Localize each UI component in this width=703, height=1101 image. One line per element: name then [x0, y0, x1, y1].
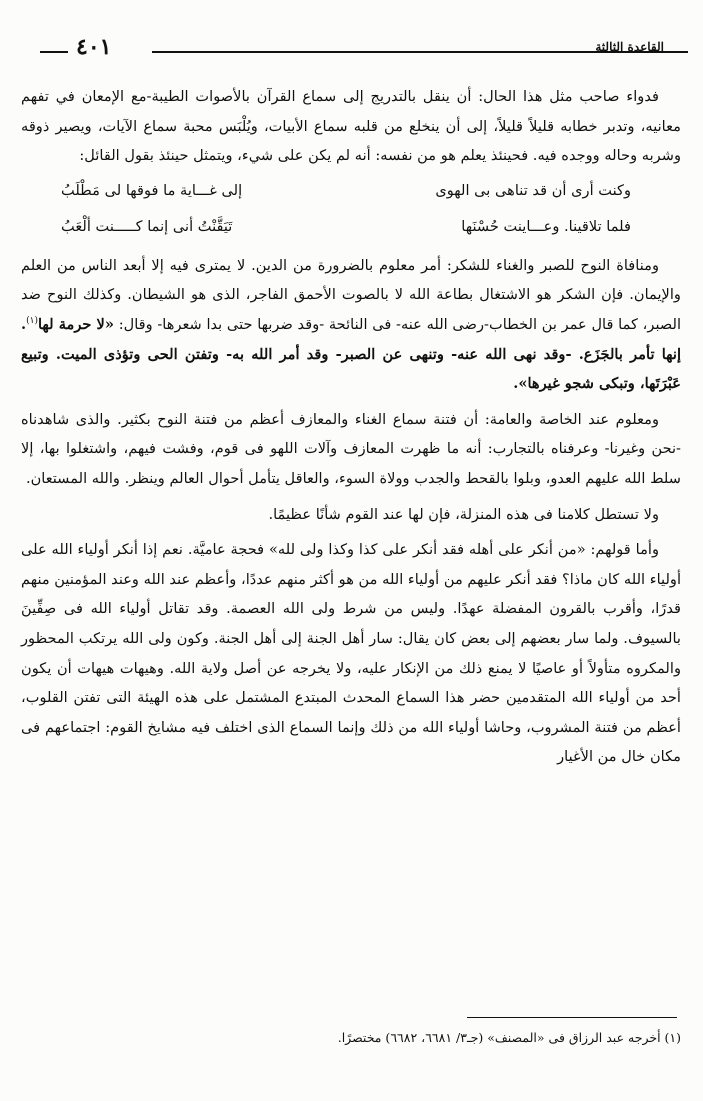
umar-quote-rest: . إنها تأمر بالجَزَع. -وقد نهى الله عنه- وتنهى عن الصبر- وقد أمر الله به- وتفتن الحى وتؤذى الميت. وتبيع عَبْرَتَها، وتبكى شجو غيرها».	[21, 315, 681, 393]
footnote-ref-1[interactable]: (١)	[26, 316, 38, 327]
paragraph-3: ومعلوم عند الخاصة والعامة: أن فتنة سماع الغناء والمعازف أعظم من فتنة النوح بكثير. والذى شاهدناه -نحن وغيرنا- وعرفناه بالتجارب: أنه ما ظهرت المعازف وآلات اللهو فى قوم، وفشت فيهم، واشتغلوا بها، إلا سلط الله عليهم العدو، وبلوا بالقحط والجدب وولاة السوء، والعاقل يتأمل أحوال العالم وينظر. والله المستعان.	[21, 410, 681, 487]
verse-1-second-hemistich: إلى غـــاية ما فوقها لى مَطْلَبُ	[61, 181, 243, 199]
header-rule-left	[40, 51, 68, 53]
page-number: ٤٠١	[68, 34, 119, 60]
poetry-verses	[61, 173, 631, 245]
paragraph-1: فدواء صاحب مثل هذا الحال: أن ينقل بالتدريج إلى سماع القرآن بالأصوات الطيبة-مع الإمعان في تفهم معانيه، وتدبر خطابه قليلاً قليلاً، إلى أن ينخلع من قلبه سماع الأبيات، ويُلْبَس محبة سماع الآيات، ويصير ذوقه وشربه وحاله ووجده فيه. فحينئذ يعلم هو من نفسه: أنه لم يكن على شيء، ويتمثل حينئذ بقول القائل:	[21, 88, 681, 165]
verse-1	[61, 173, 631, 209]
paragraph-2	[21, 251, 681, 399]
footnote-1: (١) أخرجه عبد الرزاق فى «المصنف» (جـ٣/ ٦٦٨١، ٦٦٨٢) مختصرًا.	[337, 1030, 681, 1045]
page-body	[21, 82, 681, 772]
page-header	[40, 34, 688, 64]
paragraph-5: وأما قولهم: «من أنكر على أهله فقد أنكر على كذا وكذا ولى لله» فحجة عاميَّة. نعم إذا أنكر أولياء الله على أولياء الله كان ماذا؟ فقد أنكر عليهم من أولياء الله من هو أكثر منهم عددًا، وأعظم عند الله وعند المؤمنين منهم قدرًا، وأقرب بالقرون المفضلة عهدًا. وليس من شرط ولى الله العصمة. وقد تقاتل أولياء الله فى صِفِّينَ بالسيوف. ولما سار بعضهم إلى بعض كان يقال: سار أهل الجنة إلى أهل الجنة. وكون ولى الله يرتكب المحظور والمكروه متأولاً أو عاصيًا لا يمنع ذلك من الإنكار عليه، ولا يخرجه عن أصل ولاية الله. وهيهات هيهات أن يكون أحد من أولياء الله المتقدمين حضر هذا السماع المحدث المبتدع المشتمل على هذه الهيئة التى تفتن القلوب، أعظم من فتنة المشروب، وحاشا أولياء الله من ذلك وإنما السماع الذى اختلف فيه مشايخ القوم: اجتماعهم فى مكان خال من الأغيار	[21, 541, 681, 766]
verse-1-first-hemistich: وكنت أرى أن قد تناهى بى الهوى	[435, 181, 631, 199]
paragraph-4: ولا تستطل كلامنا فى هذه المنزلة، فإن لها عند القوم شأنًا عظيمًا.	[268, 505, 659, 523]
footnote-separator	[467, 1017, 677, 1018]
verse-2	[61, 209, 631, 245]
paragraph-2-text: ومنافاة النوح للصبر والغناء للشكر: أمر معلوم بالضرورة من الدين. لا يمترى فيه إلا أبعد الناس من العلم والإيمان. فإن الشكر هو الاشتغال بطاعة الله لا بالصوت الأحمق الفاجر، الذى هو الشيطان. وكذلك النوح ضد الصبر، كما قال عمر بن الخطاب-رضى الله عنه- فى النائحة -وقد ضربها حتى بدا شعرها- وقال:	[21, 256, 682, 333]
verse-2-second-hemistich: تَيَقَّنْتُ أنى إنما كـــــنت ألْعَبُ	[61, 217, 233, 235]
chapter-title: القاعدة الثالثة	[595, 40, 664, 54]
umar-quote-start: «لا حرمة لها	[37, 315, 115, 333]
verse-2-first-hemistich: فلما تلاقينا. وعـــاينت حُسْنَها	[461, 217, 631, 235]
